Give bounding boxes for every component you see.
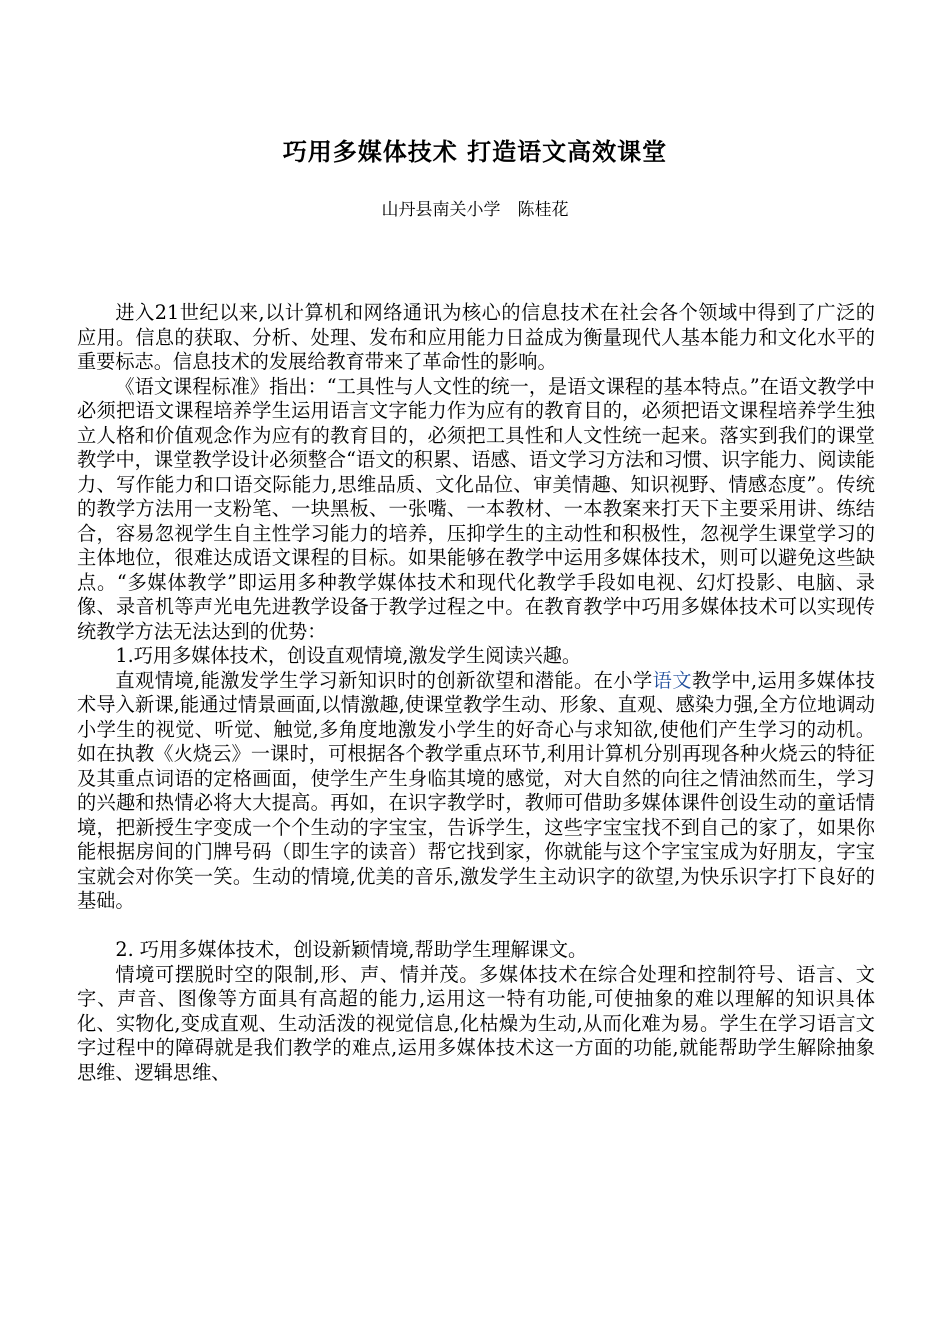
paragraph-text-before-link: 直观情境,能激发学生学习新知识时的创新欲望和潜能。在小学	[115, 668, 653, 692]
document-title: 巧用多媒体技术 打造语文高效课堂	[282, 138, 668, 166]
paragraph-curriculum-standard: 《语文课程标准》指出：“工具性与人文性的统一，是语文课程的基本特点。”在语文教学中必须把语文课程培养学生运用语言文字能力作为应有的教育目的，必须把语文课程培养学生独立人格和价值观念作为应有的教育目的，必须把工具性和人文性统一起来。落实到我们的课堂教学中，课堂教学设计必须整合“语文的积累、语感、语文学习方法和习惯、识字能力、阅读能力、写作能力和口语交际能力,思维品质、文化品位、审美情趣、知识视野、情感态度”。传统的教学方法用一支粉笔、一块黑板、一张嘴、一本教材、一本教案来打天下主要采用讲、练结合，容易忽视学生自主性学习能力的培养，压抑学生的主动性和积极性，忽视学生课堂学习的主体地位，很难达成语文课程的目标。如果能够在教学中运用多媒体技术，则可以避免这些缺点。“多媒体教学”即运用多种教学媒体技术和现代化教学手段如电视、幻灯投影、电脑、录像、录音机等声光电先进教学设备于教学过程之中。在教育教学中巧用多媒体技术可以实现传统教学方法无法达到的优势：	[77, 374, 875, 643]
document-body	[77, 301, 875, 1085]
paragraph-intuitive-situation	[77, 669, 875, 914]
paragraph-text-after-link: 教学中,运用多媒体技术导入新课,能通过情景画面,以情激趣,使课堂教学生动、形象、直观、感染力强,全方位地调动小学生的视觉、听觉、触觉,多角度地激发小学生的好奇心与求知欲,使他们产生学习的动机。如在执教《火烧云》一课时，可根据各个教学重点环节,利用计算机分别再现各种火烧云的特征及其重点词语的定格画面，使学生产生身临其境的感觉，对大自然的向往之情油然而生，学习的兴趣和热情必将大大提高。再如，在识字教学时，教师可借助多媒体课件创设生动的童话情境，把新授生字变成一个个生动的字宝宝，告诉学生，这些字宝宝找不到自己的家了，如果你能根据房间的门牌号码（即生字的读音）帮它找到家，你就能与这个字宝宝成为好朋友，字宝宝就会对你笑一笑。生动的情境,优美的音乐,激发学生主动识字的欲望,为快乐识字打下良好的基础。	[77, 668, 875, 912]
section-heading-1: 1.巧用多媒体技术，创设直观情境,激发学生阅读兴趣。	[115, 644, 582, 667]
paragraph-novel-situation: 情境可摆脱时空的限制,形、声、情并茂。多媒体技术在综合处理和控制符号、语言、文字、声音、图像等方面具有高超的能力,运用这一特有功能,可使抽象的难以理解的知识具体化、实物化,变成直观、生动活泼的视觉信息,化枯燥为生动,从而化难为易。学生在学习语言文字过程中的障碍就是我们教学的难点,运用多媒体技术这一方面的功能,就能帮助学生解除抽象思维、逻辑思维、	[77, 962, 875, 1084]
author-line: 山丹县南关小学 陈桂花	[381, 200, 569, 220]
chinese-subject-link[interactable]: 语文	[652, 668, 692, 692]
paragraph-intro: 进入21世纪以来,以计算机和网络通讯为核心的信息技术在社会各个领域中得到了广泛的应用。信息的获取、分析、处理、发布和应用能力日益成为衡量现代人基本能力和文化水平的重要标志。信息技术的发展给教育带来了革命性的影响。	[77, 301, 875, 373]
section-heading-2: 2. 巧用多媒体技术，创设新颖情境,帮助学生理解课文。	[115, 938, 588, 961]
